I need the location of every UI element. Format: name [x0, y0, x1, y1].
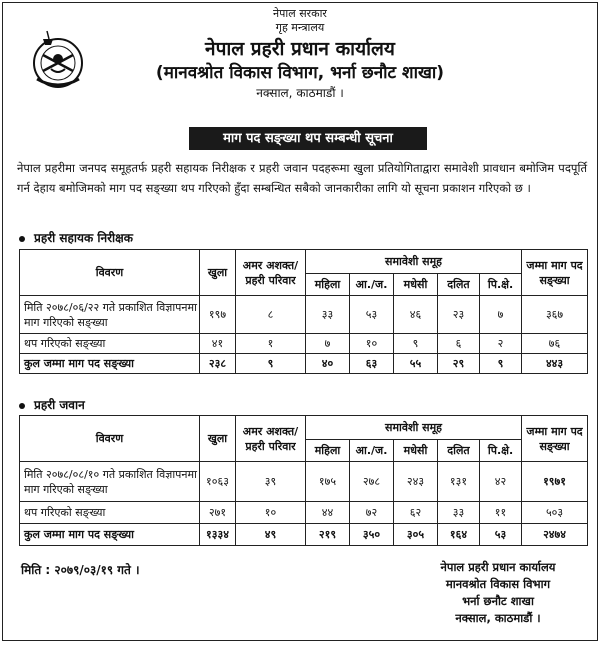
- notice-title: माग पद सङ्ख्या थप सम्बन्धी सूचना: [189, 127, 427, 150]
- cell-backward: २: [480, 334, 522, 354]
- col-open: खुला: [200, 416, 236, 462]
- col-inclusive: समावेशी समूह: [306, 250, 522, 274]
- row-label: थप गरिएको सङ्ख्या: [20, 502, 200, 524]
- asi-table: [19, 249, 588, 374]
- signature-line-address: नक्साल, काठमाडौं ।: [455, 611, 541, 625]
- cell-madhesi: ९: [394, 334, 438, 354]
- cell-martyr: १: [236, 334, 306, 354]
- table-row: [20, 462, 588, 502]
- col-madhesi: मधेसी: [394, 440, 438, 462]
- bullet-icon: [19, 403, 25, 409]
- row-label: कुल जम्मा माग पद सङ्ख्या: [20, 354, 200, 374]
- bullet-icon: [19, 236, 25, 242]
- government-name: नेपाल सरकार: [273, 7, 327, 20]
- cell-open: १०६३: [200, 462, 236, 502]
- table-row: [20, 334, 588, 354]
- cell-dalit: ३३: [438, 502, 480, 524]
- cell-madhesi: ६२: [394, 502, 438, 524]
- cell-madhesi: ३०५: [394, 524, 438, 546]
- cell-open: १३३४: [200, 524, 236, 546]
- cell-total: ४४३: [522, 354, 588, 374]
- table-total-row: [20, 354, 588, 374]
- row-label: कुल जम्मा माग पद सङ्ख्या: [20, 524, 200, 546]
- cell-open: २३८: [200, 354, 236, 374]
- cell-backward: ७: [480, 296, 522, 334]
- header-text: [3, 3, 597, 101]
- section-title-asi: [19, 229, 133, 246]
- cell-total: ३६७: [522, 296, 588, 334]
- cell-janajati: ३५०: [350, 524, 394, 546]
- cell-women: २१९: [306, 524, 350, 546]
- cell-open: ४१: [200, 334, 236, 354]
- cell-backward: ४२: [480, 462, 522, 502]
- cell-martyr: ४९: [236, 524, 306, 546]
- cell-madhesi: ४६: [394, 296, 438, 334]
- cell-open: १९७: [200, 296, 236, 334]
- notice-date: मिति : २०७९/०३/१९ गते ।: [21, 563, 140, 577]
- row-label: मिति २०७८/०८/१० गते प्रकाशित विज्ञापनमा माग गरिएको सङ्ख्या: [20, 462, 200, 502]
- cell-women: १७५: [306, 462, 350, 502]
- signature-line-branch: भर्ना छनौट शाखा: [462, 594, 534, 608]
- col-dalit: दलित: [438, 274, 480, 296]
- table-row: [20, 502, 588, 524]
- col-women: महिला: [306, 274, 350, 296]
- signature-line-department: मानवश्रोत विकास विभाग: [445, 577, 551, 591]
- cell-dalit: १६४: [438, 524, 480, 546]
- table-header-row: [20, 250, 588, 274]
- cell-janajati: ७२: [350, 502, 394, 524]
- col-dalit: दलित: [438, 440, 480, 462]
- address: नक्साल, काठमाडौं ।: [256, 86, 344, 100]
- header: [3, 3, 597, 121]
- signature-block: [413, 559, 583, 627]
- cell-total: ५०३: [522, 502, 588, 524]
- col-open: खुला: [200, 250, 236, 296]
- cell-backward: ५३: [480, 524, 522, 546]
- cell-madhesi: २४३: [394, 462, 438, 502]
- cell-backward: ९: [480, 354, 522, 374]
- cell-backward: ११: [480, 502, 522, 524]
- cell-women: ४०: [306, 354, 350, 374]
- table-row: [20, 296, 588, 334]
- cell-dalit: २९: [438, 354, 480, 374]
- cell-janajati: १०: [350, 334, 394, 354]
- cell-total: १९७१: [522, 462, 588, 502]
- cell-martyr: ८: [236, 296, 306, 334]
- cell-women: ३३: [306, 296, 350, 334]
- col-madhesi: मधेसी: [394, 274, 438, 296]
- office-name: नेपाल प्रहरी प्रधान कार्यालय: [205, 38, 395, 60]
- cell-total: ७६: [522, 334, 588, 354]
- signature-line-office: नेपाल प्रहरी प्रधान कार्यालय: [440, 560, 556, 574]
- cell-janajati: ६३: [350, 354, 394, 374]
- cell-dalit: २३: [438, 296, 480, 334]
- section-title-text: प्रहरी जवान: [34, 398, 85, 412]
- cell-madhesi: ५५: [394, 354, 438, 374]
- cell-janajati: ५३: [350, 296, 394, 334]
- table-header-row: [20, 416, 588, 440]
- col-total: जम्मा माग पद सङ्ख्या: [522, 416, 588, 462]
- col-backward: पि.क्षे.: [480, 274, 522, 296]
- cell-martyr: ३९: [236, 462, 306, 502]
- cell-dalit: १३१: [438, 462, 480, 502]
- constable-table: [19, 415, 588, 546]
- col-detail: विवरण: [20, 416, 200, 462]
- cell-women: ७: [306, 334, 350, 354]
- cell-janajati: २७८: [350, 462, 394, 502]
- cell-martyr: ९: [236, 354, 306, 374]
- notice-page: [2, 2, 598, 641]
- cell-martyr: १०: [236, 502, 306, 524]
- col-detail: विवरण: [20, 250, 200, 296]
- section-title-text: प्रहरी सहायक निरीक्षक: [34, 231, 133, 245]
- row-label: मिति २०७८/०६/२२ गते प्रकाशित विज्ञापनमा माग गरिएको सङ्ख्या: [20, 296, 200, 334]
- table-total-row: [20, 524, 588, 546]
- cell-dalit: ६: [438, 334, 480, 354]
- cell-total: २४७४: [522, 524, 588, 546]
- row-label: थप गरिएको सङ्ख्या: [20, 334, 200, 354]
- section-title-constable: [19, 396, 85, 413]
- col-total: जम्मा माग पद सङ्ख्या: [522, 250, 588, 296]
- col-martyr: अमर अशक्त/ प्रहरी परिवार: [236, 250, 306, 296]
- col-women: महिला: [306, 440, 350, 462]
- ministry-name: गृह मन्त्रालय: [275, 21, 325, 34]
- col-janajati: आ./ज.: [350, 440, 394, 462]
- col-backward: पि.क्षे.: [480, 440, 522, 462]
- col-janajati: आ./ज.: [350, 274, 394, 296]
- cell-open: २७१: [200, 502, 236, 524]
- department-name: (मानवश्रोत विकास विभाग, भर्ना छनौट शाखा): [155, 63, 445, 83]
- col-martyr: अमर अशक्त/ प्रहरी परिवार: [236, 416, 306, 462]
- cell-women: ४४: [306, 502, 350, 524]
- col-inclusive: समावेशी समूह: [306, 416, 522, 440]
- intro-paragraph: नेपाल प्रहरीमा जनपद समूहतर्फ प्रहरी सहायक निरीक्षक र प्रहरी जवान पदहरूमा खुला प्रतियोगिताद्वारा समावेशी प्रावधान बमोजिम पदपूर्ति गर्न देहाय बमोजिमको माग पद सङ्ख्या थप गरिएको हुँदा सम्बन्धित सबैको जानकारीका लागि यो सूचना प्रकाशन गरिएको छ ।: [17, 161, 587, 195]
